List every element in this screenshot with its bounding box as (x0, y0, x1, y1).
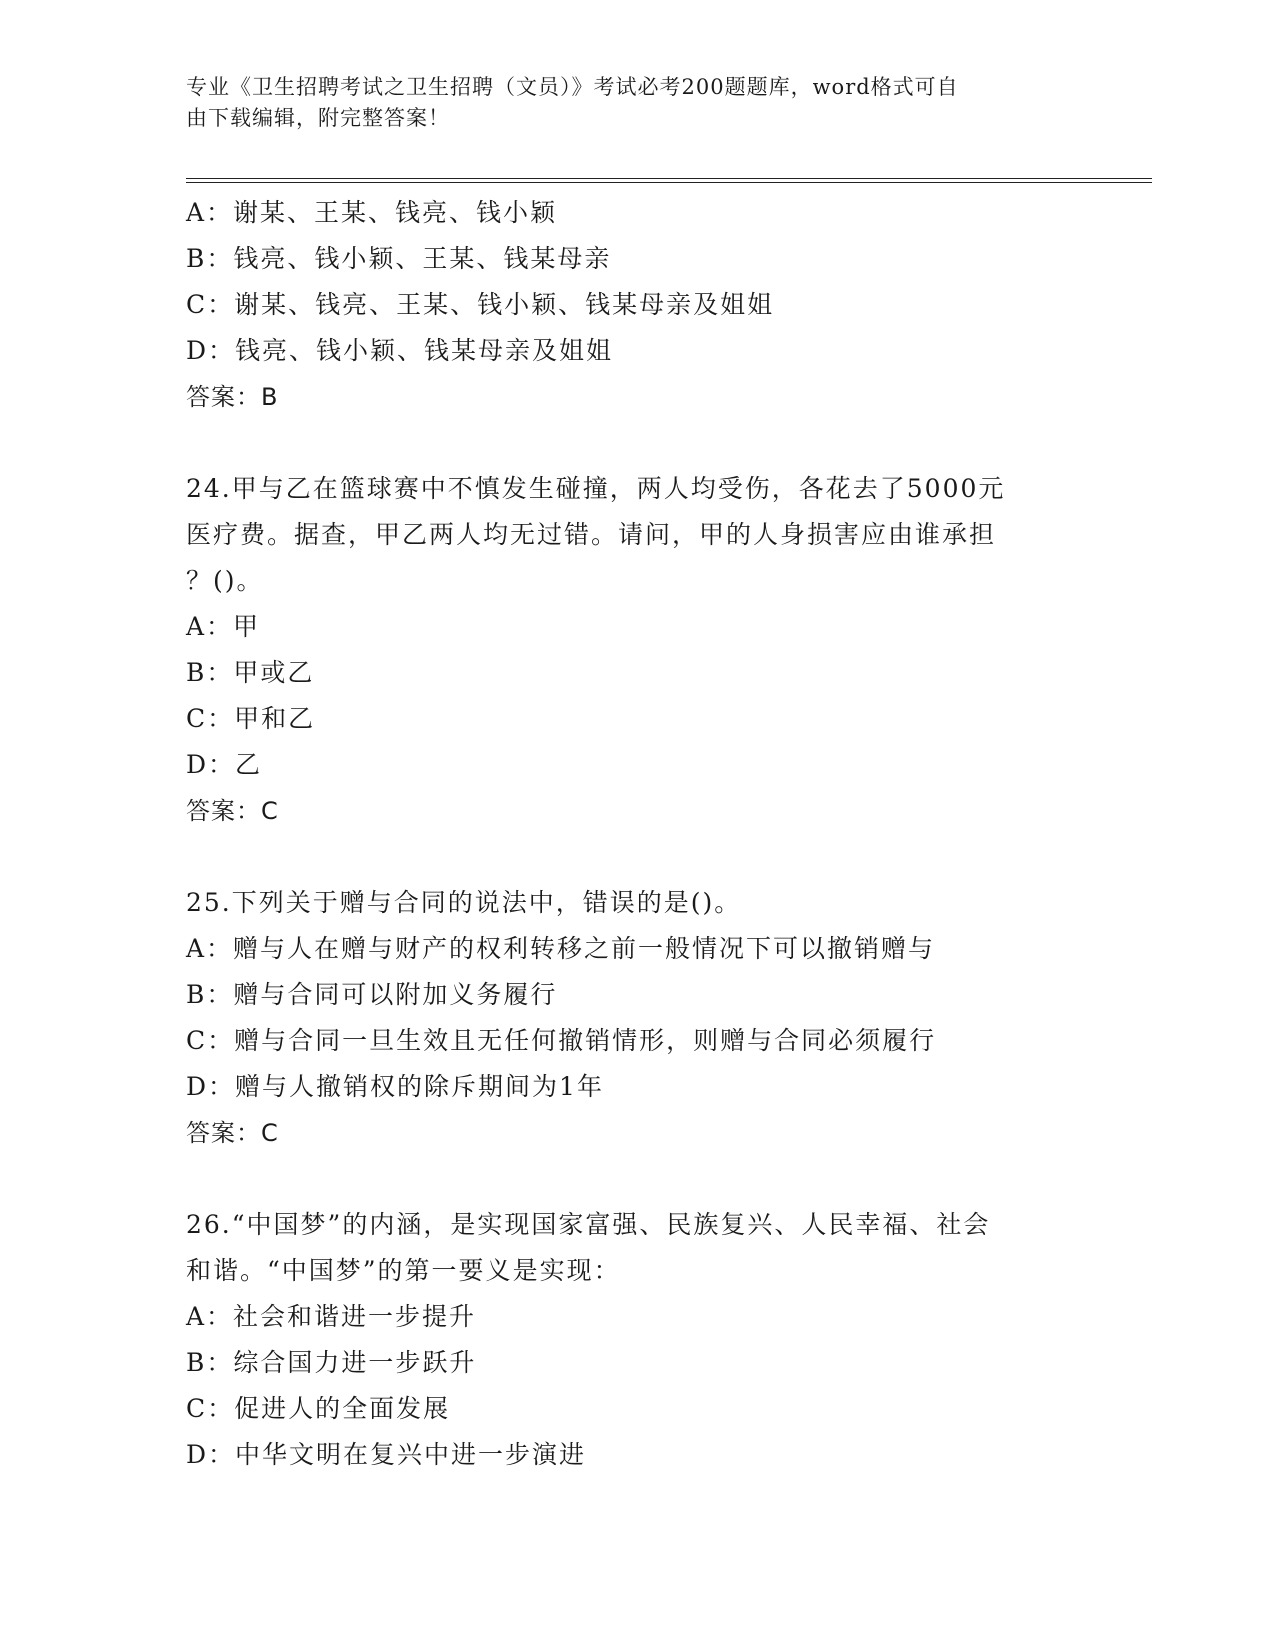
option-b: B：赠与合同可以附加义务履行 (186, 980, 558, 1009)
document-header (186, 72, 1066, 134)
answer-line: 答案：C (186, 797, 279, 825)
option-a: A：社会和谐进一步提升 (186, 1302, 477, 1331)
answer-line: 答案：B (186, 383, 279, 411)
question-stem-line: 和谐。“中国梦”的第一要义是实现： (186, 1256, 621, 1285)
option-d: D：乙 (186, 750, 263, 779)
option-b: B：甲或乙 (186, 658, 315, 687)
option-d: D：钱亮、钱小颖、钱某母亲及姐姐 (186, 336, 614, 365)
question-stem-line: 25.下列关于赠与合同的说法中，错误的是()。 (186, 888, 742, 917)
option-c: C：促进人的全面发展 (186, 1394, 451, 1423)
answer-line: 答案：C (186, 1119, 279, 1147)
option-c: C：甲和乙 (186, 704, 316, 733)
question-stem-line: 26.“中国梦”的内涵，是实现国家富强、民族复兴、人民幸福、社会 (186, 1210, 991, 1239)
option-b: B：钱亮、钱小颖、王某、钱某母亲 (186, 244, 612, 273)
option-d: D：赠与人撤销权的除斥期间为1年 (186, 1072, 604, 1101)
question-stem-line: 医疗费。据查，甲乙两人均无过错。请问，甲的人身损害应由谁承担 (186, 520, 997, 549)
question-25 (186, 880, 1086, 1156)
question-list (186, 190, 1086, 1478)
option-a: A：赠与人在赠与财产的权利转移之前一般情况下可以撤销赠与 (186, 934, 936, 963)
question-stem-line: ？()。 (186, 566, 264, 595)
spacer (186, 1156, 1086, 1202)
spacer (186, 420, 1086, 466)
option-b: B：综合国力进一步跃升 (186, 1348, 477, 1377)
header-line-2: 由下载编辑，附完整答案！ (186, 106, 450, 130)
header-line-1: 专业《卫生招聘考试之卫生招聘（文员）》考试必考200题题库，word格式可自 (186, 75, 959, 99)
question-23 (186, 190, 1086, 420)
question-stem-line: 24.甲与乙在篮球赛中不慎发生碰撞，两人均受伤，各花去了5000元 (186, 474, 1006, 503)
header-divider (186, 178, 1152, 183)
option-c: C：赠与合同一旦生效且无任何撤销情形，则赠与合同必须履行 (186, 1026, 937, 1055)
option-d: D：中华文明在复兴中进一步演进 (186, 1440, 587, 1469)
option-a: A：甲 (186, 612, 261, 641)
option-c: C：谢某、钱亮、王某、钱小颖、钱某母亲及姐姐 (186, 290, 775, 319)
option-a: A：谢某、王某、钱亮、钱小颖 (186, 198, 558, 227)
question-26 (186, 1202, 1086, 1478)
question-24 (186, 466, 1086, 834)
spacer (186, 834, 1086, 880)
